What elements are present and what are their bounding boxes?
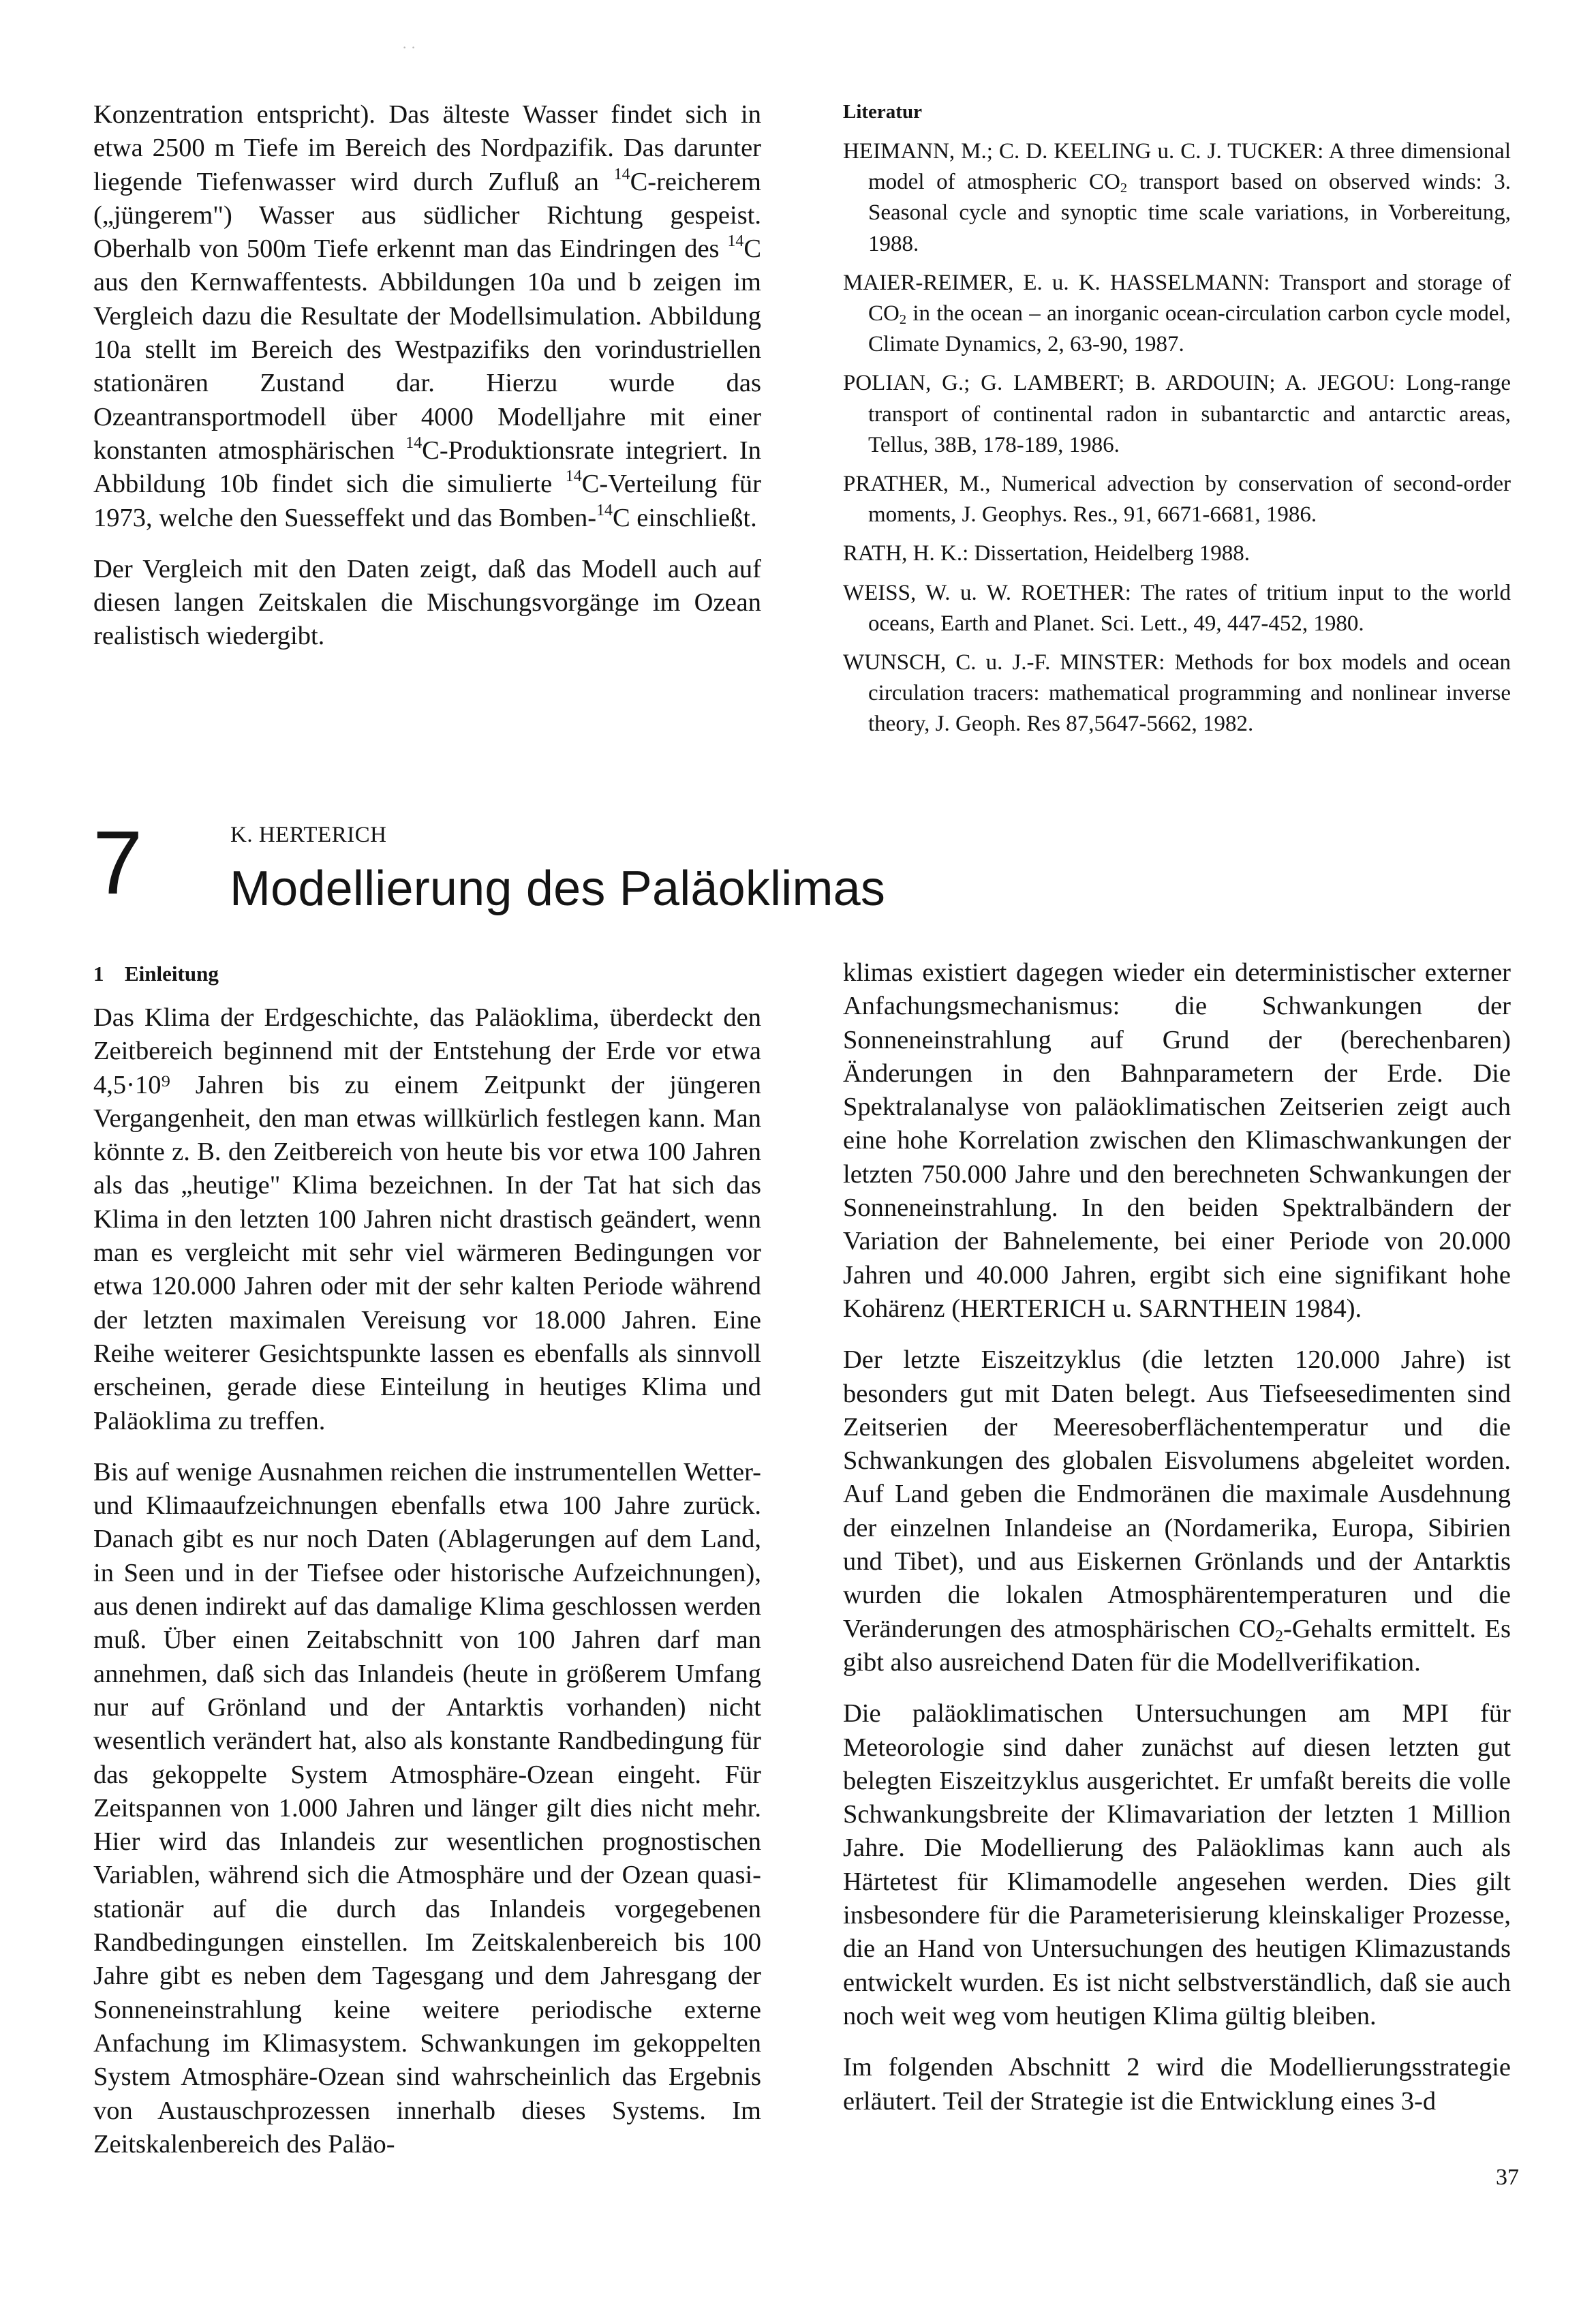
- reference-polian: POLIAN, G.; G. LAMBERT; B. ARDOUIN; A. JEGOU: Long-range transport of continental radon in subantarctic and antarctic areas, Tellus, 38B, 178-189, 1986.: [843, 371, 1511, 457]
- reference-maier-reimer: MAIER-REIMER, E. u. K. HASSELMANN: Transport and storage of $CO_2$ in the ocean – an inorganic ocean-circulation carbon cycle model, Climate Dynamics, 2, 63-90, 1987.: [843, 270, 1511, 357]
- left-paragraph-2: Bis auf wenige Ausnahmen reichen die instrumentellen Wetter- und Klimaaufzeichnungen ebenfalls etwa 100 Jahre zurück. Danach gibt es nur noch Daten (Ablagerungen auf dem Land, in Seen und in der Tiefsee oder historische Aufzeichnungen), aus denen indirekt auf das damalige Klima geschlossen werden muß. Über einen Zeitabschnitt von 100 Jahren darf man annehmen, daß sich das Inlandeis (heute in größerem Umfang nur auf Grönland und der Antarktis vorhanden) nicht wesentlich verändert hat, also als konstante Randbedingung für das gekoppelte System Atmosphäre-Ozean eingeht. Für Zeitspannen von 1.000 Jahren und länger gilt dies nicht mehr. Hier wird das Inlandeis zur wesentlichen prognostischen Variablen, während sich die Atmosphäre und der Ozean quasi-stationär auf die durch das Inlandeis vorgegebenen Randbedingungen einstellen. Im Zeitskalenbereich bis 100 Jahre gibt es neben dem Tagesgang und dem Jahresgang der Sonneneinstrahlung keine weitere periodische externe Anfachung im Klimasystem. Schwankungen im gekoppelten System Atmosphäre-Ozean sind wahrscheinlich das Ergebnis von Austauschprozessen innerhalb dieses Systems. Im Zeitskalenbereich des Paläo-: [93, 1457, 761, 2159]
- right-paragraph-1: klimas existiert dagegen wieder ein deterministischer externer Anfachungsmechanismus: die Schwankungen der Sonneneinstrahlung auf Grund der (berechenbaren) Änderungen in den Bahnparametern der Erde. Die Spektralanalyse von paläoklimatischen Zeitserien zeigt auch eine hohe Korrelation zwischen den Klimaschwankungen der letzten 750.000 Jahre und den berechneten Schwankungen der Sonneneinstrahlung. In den beiden Spektralbändern der Variation der Bahnelemente, bei einer Periode von 20.000 Jahren und 40.000 Jahren, ergibt sich eine signifikant hohe Kohärenz (HERTERICH u. SARNTHEIN 1984).: [843, 958, 1511, 1323]
- page-number: 37: [1496, 2165, 1519, 2190]
- reference-rath: RATH, H. K.: Dissertation, Heidelberg 1988.: [843, 541, 1250, 566]
- reference-weiss: WEISS, W. u. W. ROETHER: The rates of tritium input to the world oceans, Earth and Planet. Sci. Lett., 49, 447-452, 1980.: [843, 580, 1511, 636]
- reference-prather: PRATHER, M., Numerical advection by conservation of second-order moments, J. Geophys. Res., 91, 6671-6681, 1986.: [843, 472, 1511, 528]
- left-body-column: [93, 1001, 761, 2161]
- chapter-title: Modellierung des Paläoklimas: [230, 862, 886, 916]
- right-body-column: [843, 956, 1511, 2118]
- literature-heading: Literatur: [843, 101, 922, 123]
- top-left-paragraph-2: Der Vergleich mit den Daten zeigt, daß das Modell auch auf diesen langen Zeitskalen die Mischungsvorgänge im Ozean realistisch wiedergibt.: [93, 554, 761, 651]
- top-left-paragraph-1: Konzentration entspricht). Das älteste Wasser findet sich in etwa 2500 m Tiefe im Bereich des Nordpazifik. Das darunter liegende Tiefenwasser wird durch Zufluß an $^{14}$C-reicherem („jüngerem") Wasser aus südlicher Richtung gespeist. Oberhalb von 500m Tiefe erkennt man das Eindringen des $^{14}$C aus den Kernwaffentests. Abbildungen 10a und b zeigen im Vergleich dazu die Resultate der Modellsimulation. Abbildung 10a stellt im Bereich des Westpazifiks den vorindustriellen stationären Zustand dar. Hierzu wurde das Ozeantransportmodell über 4000 Modelljahre mit einer konstanten atmosphärischen $^{14}$C-Produktionsrate integriert. In Abbildung 10b findet sich die simulierte $^{14}$C-Verteilung für 1973, welche den Suesseffekt und das Bomben-$^{14}$C einschließt.: [93, 100, 762, 532]
- right-paragraph-2: Der letzte Eiszeitzyklus (die letzten 120.000 Jahre) ist besonders gut mit Daten belegt. Aus Tiefseesedimenten sind Zeitserien der Meeresoberflächentemperatur und die Schwankungen des globalen Eisvolumens abgeleitet worden. Auf Land geben die Endmoränen die maximale Ausdehnung der einzelnen Inlandeise an (Nordamerika, Europa, Sibirien und Tibet), und aus Eiskernen Grönlands und der Antarktis wurden die lokalen Atmosphärentemperaturen und die Veränderungen des atmosphärischen $CO_2$-Gehalts ermittelt. Es gibt also ausreichend Daten für die Modellverifikation.: [843, 1345, 1511, 1677]
- scan-specks: · ·: [402, 39, 416, 56]
- reference-list: [843, 136, 1511, 748]
- reference-wunsch: WUNSCH, C. u. J.-F. MINSTER: Methods for box models and ocean circulation tracers: mathematical programming and nonlinear inverse theory, J. Geoph. Res 87,5647-5662, 1982.: [843, 650, 1511, 737]
- chapter-number: 7: [93, 812, 143, 913]
- reference-heimann: HEIMANN, M.; C. D. KEELING u. C. J. TUCKER: A three dimensional model of atmospheric $CO_2$ transport based on observed winds: 3. Seasonal cycle and synoptic time scale variations, in Vorbereitung, 1988.: [843, 139, 1511, 256]
- section-number: 1: [93, 962, 104, 986]
- left-paragraph-1: Das Klima der Erdgeschichte, das Paläoklima, überdeckt den Zeitbereich beginnend mit der Entstehung der Erde vor etwa 4,5·10⁹ Jahren bis zu einem Zeitpunkt der jüngeren Vergangenheit, den man etwas willkürlich festlegen kann. Man könnte z. B. den Zeitbereich von heute bis vor etwa 100 Jahren als das „heutige" Klima bezeichnen. In der Tat hat sich das Klima in den letzten 100 Jahren nicht drastisch geändert, wenn man es vergleicht mit sehr viel wärmeren Bedingungen vor etwa 120.000 Jahren oder mit der sehr kalten Periode während der letzten maximalen Vereisung vor 18.000 Jahren. Eine Reihe weiterer Gesichtspunkte lassen es ebenfalls als sinnvoll erscheinen, gerade diese Einteilung in heutiges Klima und Paläoklima zu treffen.: [93, 1003, 761, 1435]
- section-heading: [93, 962, 219, 986]
- right-paragraph-4: Im folgenden Abschnitt 2 wird die Modellierungsstrategie erläutert. Teil der Strategie ist die Entwicklung eines 3-d: [843, 2053, 1511, 2116]
- section-title: Einleitung: [125, 962, 219, 986]
- right-paragraph-3: Die paläoklimatischen Untersuchungen am MPI für Meteorologie sind daher zunächst auf diesen letzten gut belegten Eiszeitzyklus ausgerichtet. Er umfaßt bereits die volle Schwankungsbreite der Klimavariation der letzten 1 Million Jahre. Die Modellierung des Paläoklimas kann auch als Härtetest für Klimamodelle angesehen werden. Dies gilt insbesondere für die Parameterisierung kleinskaliger Prozesse, die an Hand von Untersuchungen des heutigen Klimazustands entwickelt wurden. Es ist nicht selbstverständlich, daß sie auch noch weit weg vom heutigen Klima gültig bleiben.: [843, 1699, 1511, 2030]
- top-left-column: [93, 98, 761, 654]
- chapter-author: K. HERTERICH: [230, 823, 387, 847]
